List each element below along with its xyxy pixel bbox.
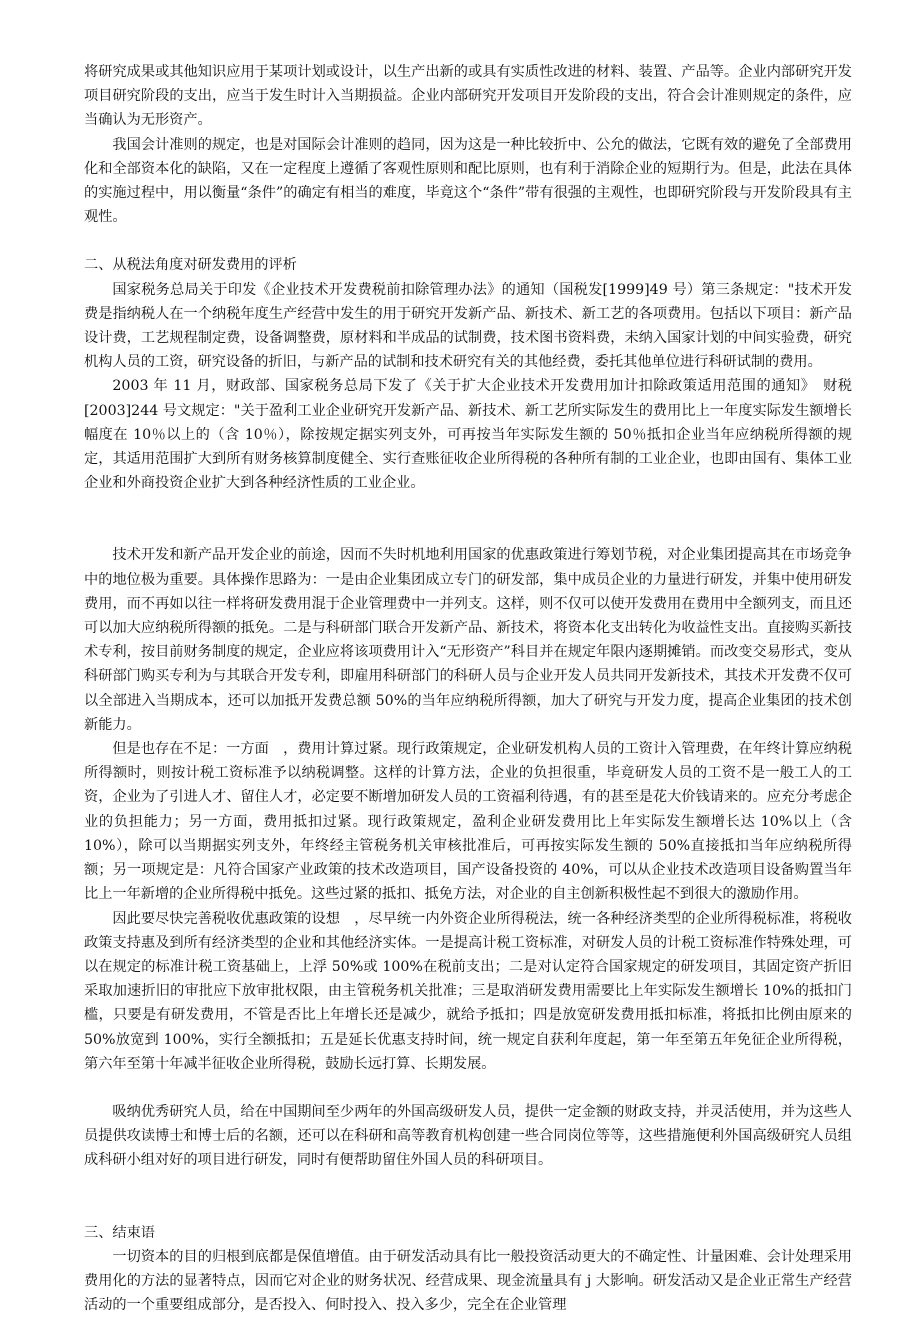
paragraph: 吸纳优秀研究人员，给在中国期间至少两年的外国高级研发人员，提供一定金额的财政支持，并灵活使用，并为这些人员提供攻读博士和博士后的名额，还可以在科研和高等教育机构创建一些合同岗位等等，这些措施便利外国高级研究人员组成科研小组对好的项目进行研发，同时有便帮助留住外国人员的科研项目。 — [84, 1103, 852, 1169]
section-heading: 二、从税法角度对研发费用的评析 — [84, 257, 297, 274]
paragraph: 但是也存在不足：一方面 ，费用计算过紧。现行政策规定，企业研发机构人员的工资计入管理费，在年终计算应纳税所得额时，则按计税工资标准予以纳税调整。这样的计算方法，企业的负担很重，毕竟研发人员的工资不是一般工人的工资，企业为了引进人才、留住人才，必定要不断增加研发人员的工资福利待遇，有的甚至是花大价钱请来的。应充分考虑企业的负担能力；另一方面，费用抵扣过紧。现行政策规定，盈利企业研发费用比上年实际发生额增长达 10%以上（含 10%），除可以当期据实列支外，年终经主管税务机关审核批准后，可再按实际发生额的 50%直接抵扣当年应纳税所得额；另一项规定是：凡符合国家产业政策的技术改造项目，国产设备投资的 40%，可以从企业技术改造项目设备购置当年比上一年新增的企业所得税中抵免。这些过紧的抵扣、抵免方法，对企业的自主创新积极性起不到很大的激励作用。 — [84, 741, 852, 903]
paragraph: 国家税务总局关于印发《企业技术开发费税前扣除管理办法》的通知（国税发[1999]49 号）第三条规定："技术开发费是指纳税人在一个纳税年度生产经营中发生的用于研究开发新产品、新技术、新工艺的各项费用。包括以下项目：新产品设计费，工艺规程制定费，设备调整费，原材料和半成品的试制费，技术图书资料费，未纳入国家计划的中间实验费，研究机构人员的工资，研究设备的折旧，与新产品的试制和技术研究有关的其他经费，委托其他单位进行科研试制的费用。 — [84, 281, 852, 371]
paragraph: 我国会计准则的规定，也是对国际会计准则的趋同，因为这是一种比较折中、公允的做法，它既有效的避免了全部费用化和全部资本化的缺陷，又在一定程度上遵循了客观性原则和配比原则，也有利于消除企业的短期行为。但是，此法在具体的实施过程中，用以衡量“条件”的确定有相当的难度，毕竟这个“条件”带有很强的主观性，也即研究阶段与开发阶段具有主观性。 — [84, 136, 852, 226]
paragraph: 2003 年 11 月，财政部、国家税务总局下发了《关于扩大企业技术开发费用加计扣除政策适用范围的通知》 财税[2003]244 号文规定："关于盈利工业企业研究开发新产品、新技术、新工艺所实际发生的费用比上一年度实际发生额增长幅度在 10％以上的（含 10％），除按规定据实列支外，可再按当年实际发生额的 50％抵扣企业当年应纳税所得额的规定，其适用范围扩大到所有财务核算制度健全、实行查账征收企业所得税的各种所有制的工业企业，也即由国有、集体工业企业和外商投资企业扩大到各种经济性质的工业企业。 — [84, 378, 852, 492]
document-body — [84, 60, 852, 1317]
paragraph: 将研究成果或其他知识应用于某项计划或设计，以生产出新的或具有实质性改进的材料、装置、产品等。企业内部研究开发项目研究阶段的支出，应当于发生时计入当期损益。企业内部研究开发项目开发阶段的支出，符合会计准则规定的条件，应当确认为无形资产。 — [84, 64, 852, 129]
section-heading: 三、结束语 — [84, 1224, 155, 1241]
paragraph: 因此要尽快完善税收优惠政策的设想 ，尽早统一内外资企业所得税法，统一各种经济类型的企业所得税标准，将税收政策支持惠及到所有经济类型的企业和其他经济实体。一是提高计税工资标准，对研发人员的计税工资标准作特殊处理，可以在规定的标准计税工资基础上，上浮 50%或 100%在税前支出；二是对认定符合国家规定的研发项目，其固定资产折旧采取加速折旧的审批应下放审批权限，由主管税务机关批准；三是取消研发费用需要比上年实际发生额增长 10%的抵扣门槛，只要是有研发费用，不管是否比上年增长还是减少，就给予抵扣；四是放宽研发费用抵扣标准，将抵扣比例由原来的 50%放宽到 100%，实行全额抵扣；五是延长优惠支持时间，统一规定自获利年度起，第一年至第五年免征企业所得税，第六年至第十年减半征收企业所得税，鼓励长远打算、长期发展。 — [84, 910, 852, 1072]
paragraph: 技术开发和新产品开发企业的前途，因而不失时机地利用国家的优惠政策进行筹划节税，对企业集团提高其在市场竞争中的地位极为重要。具体操作思路为：一是由企业集团成立专门的研发部，集中成员企业的力量进行研发，并集中使用研发费用，而不再如以往一样将研发费用混于企业管理费中一并列支。这样，则不仅可以使开发费用在费用中全额列支，而且还可以加大应纳税所得额的抵免。二是与科研部门联合开发新产品、新技术，将资本化支出转化为收益性支出。直接购买新技术专利，按目前财务制度的规定，企业应将该项费用计入“无形资产”科目并在规定年限内逐期摊销。而改变交易形式，变从科研部门购买专利为与其联合开发专利，即雇用科研部门的科研人员与企业开发人员共同开发新技术，其技术开发费不仅可以全部进入当期成本，还可以加抵开发费总额 50%的当年应纳税所得额，加大了研究与开发力度，提高企业集团的技术创新能力。 — [84, 547, 852, 733]
paragraph: 一切资本的目的归根到底都是保值增值。由于研发活动具有比一般投资活动更大的不确定性、计量困难、会计处理采用费用化的方法的显著特点，因而它对企业的财务状况、经营成果、现金流量具有 j 大影响。研发活动又是企业正常生产经营活动的一个重要组成部分，是否投入、何时投入、投入多少，完全在企业管理 — [84, 1248, 852, 1314]
